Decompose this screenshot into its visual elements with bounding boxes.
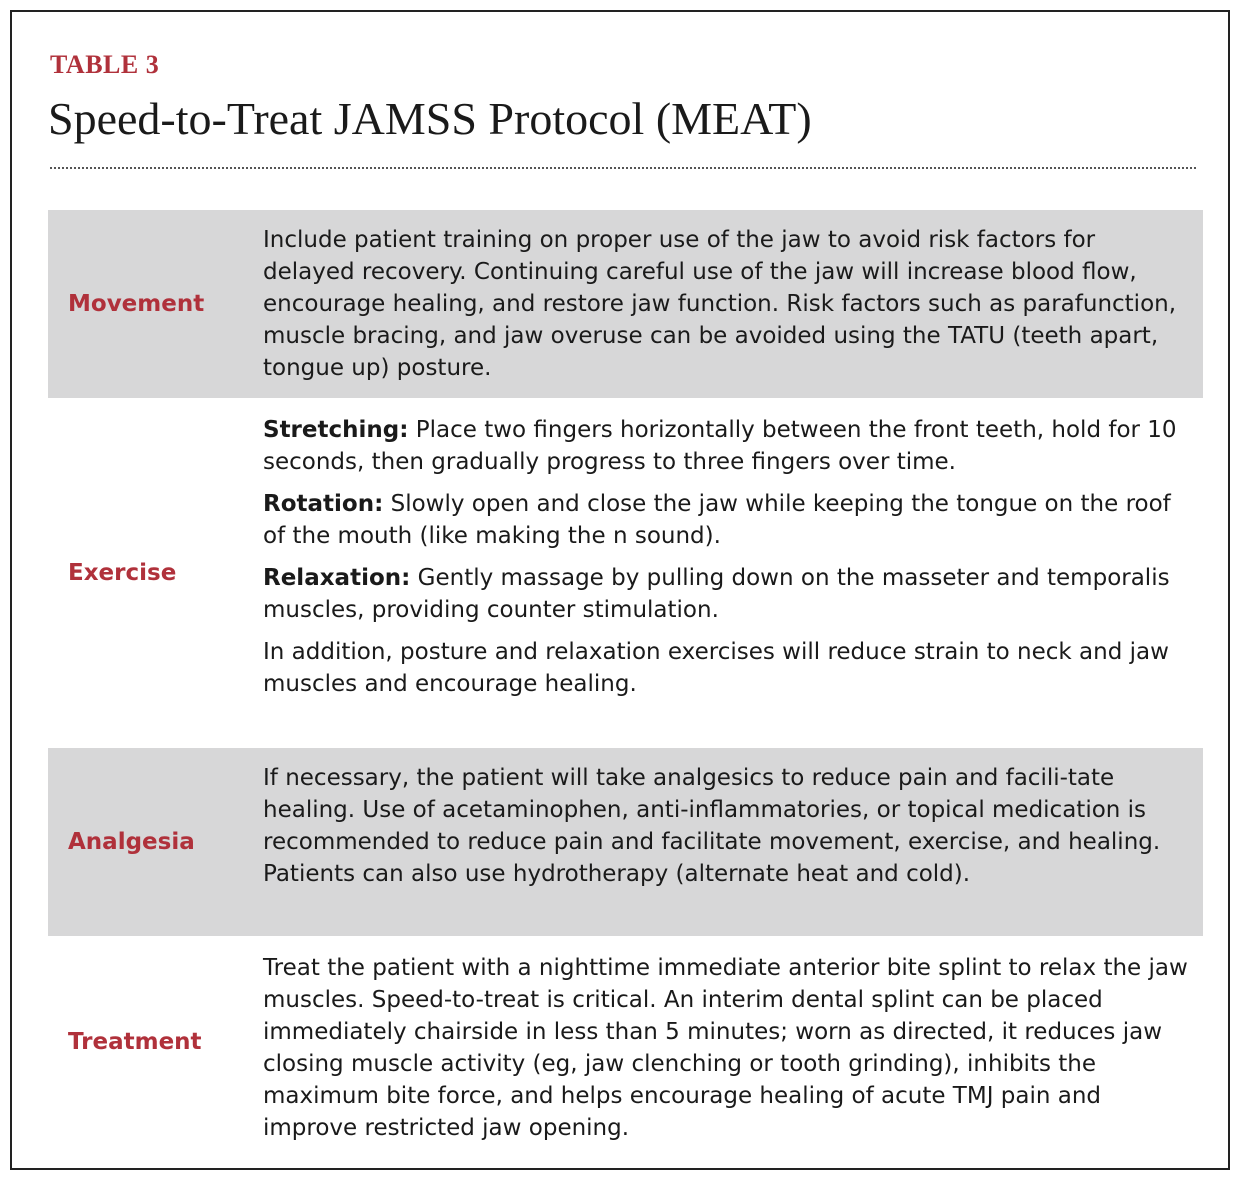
exercise-item-rotation: [263, 488, 1189, 552]
row-body-movement: [263, 210, 1203, 398]
exercise-item-stretching: [263, 414, 1189, 478]
exercise-term: Relaxation:: [263, 565, 411, 591]
table-frame: [10, 10, 1230, 1170]
exercise-term: Stretching:: [263, 417, 409, 443]
protocol-table: [48, 210, 1203, 1148]
table-title: Speed-to-Treat JAMSS Protocol (MEAT): [48, 93, 812, 144]
row-label-exercise: Exercise: [68, 560, 177, 586]
exercise-description: Slowly open and close the jaw while keeping the tongue on the roof of the mouth (like making the n sound).: [263, 491, 1171, 549]
table-number-label: TABLE 3: [50, 50, 160, 79]
table-row-movement: [48, 210, 1203, 400]
dotted-divider: [50, 167, 1196, 169]
row-label-movement: Movement: [68, 291, 205, 317]
treatment-text: Treat the patient with a nighttime immediate anterior bite splint to relax the jaw muscles. Speed-to-treat is critical. An interim dental splint can be placed immediately chairside in less than 5 minutes; worn as directed, it reduces jaw closing muscle activity (eg, jaw clenching or tooth grinding), inhibits the maximum bite force, and helps encourage healing of acute TMJ pain and improve restricted jaw opening.: [263, 955, 1188, 1141]
row-label-analgesia: Analgesia: [68, 829, 195, 855]
row-body-treatment: [263, 938, 1203, 1146]
exercise-note: In addition, posture and relaxation exercises will reduce strain to neck and jaw muscles and encourage healing.: [263, 639, 1169, 697]
exercise-item-relaxation: [263, 562, 1189, 626]
table-row-exercise: [48, 400, 1203, 748]
exercise-description: Place two fingers horizontally between the front teeth, hold for 10 seconds, then gradually progress to three fingers over time.: [263, 417, 1177, 475]
row-body-analgesia: [263, 748, 1203, 936]
analgesia-text: If necessary, the patient will take analgesics to reduce pain and facili-tate healing. Use of acetaminophen, anti-inflammatories, or topical medication is recommended to reduce pain and facilitate movement, exercise, and healing. Patients can also use hydrotherapy (alternate heat and cold).: [263, 765, 1161, 887]
table-row-treatment: [48, 938, 1203, 1148]
row-body-exercise: [263, 400, 1203, 746]
movement-text: Include patient training on proper use of the jaw to avoid risk factors for delayed recovery. Continuing careful use of the jaw will increase blood flow, encourage healing, and restore jaw function. Risk factors such as parafunction, muscle bracing, and jaw overuse can be avoided using the TATU (teeth apart, tongue up) posture.: [263, 227, 1177, 381]
table-row-analgesia: [48, 748, 1203, 938]
exercise-description: Gently massage by pulling down on the masseter and temporalis muscles, providing counter stimulation.: [263, 565, 1170, 623]
row-label-treatment: Treatment: [68, 1029, 202, 1055]
exercise-term: Rotation:: [263, 491, 384, 517]
